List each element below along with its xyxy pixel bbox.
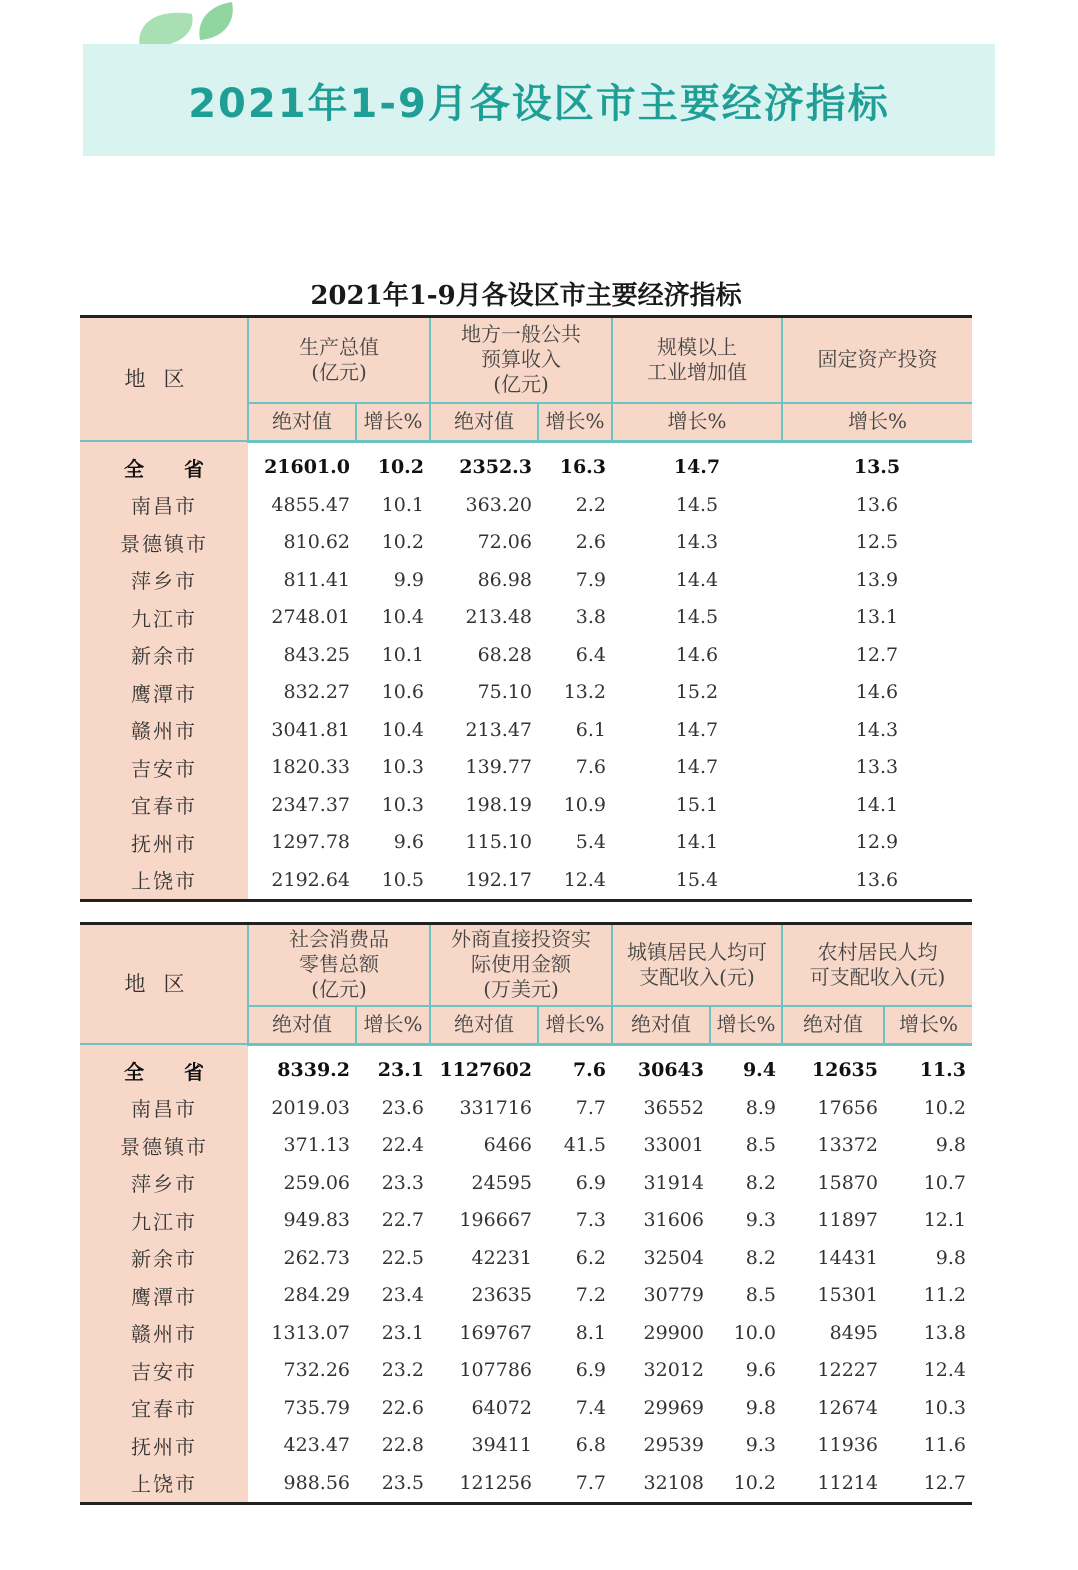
region-name: 萍乡市 (80, 561, 248, 599)
region-name: 宜春市 (80, 1389, 248, 1427)
table-cell: 10.9 (563, 793, 606, 816)
table-cell: 15870 (817, 1171, 878, 1194)
table-cell: 21601.0 (264, 456, 350, 479)
table-cell: 11936 (817, 1434, 878, 1457)
table-row (80, 1352, 972, 1390)
subheader: 绝对值 (430, 1006, 538, 1045)
table-row (80, 1202, 972, 1240)
table-cell: 8.2 (745, 1246, 776, 1269)
group-header-text: 规模以上 工业增加值 (647, 334, 747, 384)
table-cell: 8.1 (575, 1321, 606, 1344)
table-row (80, 749, 972, 787)
table-cell: 23.4 (381, 1284, 424, 1307)
table-cell: 5.4 (575, 831, 606, 854)
region-header: 地区 (80, 317, 248, 442)
table-cell: 13.5 (853, 456, 901, 479)
table-cell: 363.20 (465, 493, 532, 516)
table-cell: 32012 (643, 1359, 704, 1382)
table-cell: 10.3 (381, 793, 424, 816)
subheader: 绝对值 (248, 1006, 356, 1045)
table-cell: 36552 (643, 1096, 704, 1119)
group-header-text: 外商直接投资实 际使用金额 (万美元) (451, 927, 591, 1002)
table-cell: 9.3 (745, 1209, 776, 1232)
table-cell: 331716 (459, 1096, 532, 1119)
leaf-icon (130, 0, 240, 48)
region-name: 九江市 (80, 1202, 248, 1240)
table-cell: 7.2 (575, 1284, 606, 1307)
table-cell: 259.06 (283, 1171, 350, 1194)
table-cell: 7.6 (575, 756, 606, 779)
table-cell: 735.79 (283, 1396, 350, 1419)
table-cell: 13372 (817, 1134, 878, 1157)
table-cell: 169767 (459, 1321, 532, 1344)
group-header (430, 924, 612, 1006)
subheader: 增长% (538, 403, 612, 442)
table-cell: 13.1 (855, 606, 899, 629)
table-cell: 11.6 (923, 1434, 967, 1457)
table-cell: 2.6 (575, 531, 606, 554)
region-name: 南昌市 (80, 486, 248, 524)
table-row (80, 674, 972, 712)
table-cell: 8.2 (745, 1171, 776, 1194)
table-cell: 86.98 (477, 568, 532, 591)
table-cell: 10.3 (923, 1396, 967, 1419)
table-cell: 8.5 (745, 1134, 776, 1157)
table-cell: 12635 (811, 1059, 878, 1082)
table-cell: 371.13 (283, 1134, 350, 1157)
table-cell: 10.2 (381, 531, 424, 554)
table-cell: 10.0 (733, 1321, 776, 1344)
table-cell: 14.7 (675, 756, 719, 779)
group-header (612, 317, 782, 403)
table-cell: 14.1 (855, 793, 899, 816)
table-cell: 8.9 (745, 1096, 776, 1119)
table-cell: 7.7 (575, 1096, 606, 1119)
table-cell: 29969 (643, 1396, 704, 1419)
table-cell: 72.06 (477, 531, 532, 554)
table-cell: 68.28 (477, 643, 532, 666)
table-cell: 29900 (643, 1321, 704, 1344)
table-cell: 9.8 (935, 1134, 967, 1157)
region-header: 地区 (80, 924, 248, 1045)
table-cell: 843.25 (283, 643, 350, 666)
banner-title: 2021年1-9月各设区市主要经济指标 (188, 80, 890, 127)
table-cell: 2352.3 (459, 456, 532, 479)
table-cell: 9.4 (742, 1059, 776, 1082)
group-header (248, 317, 430, 403)
table-cell: 2192.64 (248, 861, 356, 900)
table-cell: 213.47 (465, 718, 532, 741)
table-cell: 810.62 (283, 531, 350, 554)
table-cell: 3041.81 (271, 718, 350, 741)
region-name: 全省 (80, 441, 248, 486)
region-name: 南昌市 (80, 1089, 248, 1127)
subheader: 增长% (884, 1006, 972, 1045)
table-row (80, 1314, 972, 1352)
region-name: 吉安市 (80, 749, 248, 787)
table-cell: 16.3 (559, 456, 606, 479)
table-cell: 23.1 (381, 1321, 424, 1344)
table-row (80, 486, 972, 524)
table-cell: 14.1 (675, 831, 719, 854)
table-cell: 423.47 (283, 1434, 350, 1457)
group-header-text: 农村居民人均 可支配收入(元) (809, 939, 946, 989)
table-cell: 13.2 (563, 681, 606, 704)
table-cell: 11214 (782, 1464, 884, 1503)
table-cell: 23.5 (356, 1464, 430, 1503)
table-cell: 6.9 (575, 1359, 606, 1382)
table-row (80, 561, 972, 599)
table-cell: 7.6 (572, 1059, 606, 1082)
table-row (80, 786, 972, 824)
group-header (782, 317, 972, 403)
region-name: 抚州市 (80, 824, 248, 862)
table-cell: 6.9 (575, 1171, 606, 1194)
table-cell: 10.2 (377, 456, 424, 479)
subheader: 增长% (612, 403, 782, 442)
subheader: 增长% (538, 1006, 612, 1045)
region-name: 九江市 (80, 599, 248, 637)
subheader: 增长% (710, 1006, 782, 1045)
table-cell: 15301 (817, 1284, 878, 1307)
table-cell: 39411 (471, 1434, 532, 1457)
table-cell: 13.6 (782, 861, 972, 900)
subheader: 增长% (782, 403, 972, 442)
table-cell: 64072 (471, 1396, 532, 1419)
table-cell: 192.17 (430, 861, 538, 900)
group-header-text: 城镇居民人均可 支配收入(元) (627, 939, 767, 989)
region-name: 景德镇市 (80, 1127, 248, 1165)
table-cell: 9.3 (745, 1434, 776, 1457)
table-cell: 139.77 (465, 756, 532, 779)
table-body (80, 1044, 972, 1503)
table-cell: 6.4 (575, 643, 606, 666)
table-row (80, 524, 972, 562)
table-cell: 22.8 (381, 1434, 424, 1457)
table-cell: 7.4 (575, 1396, 606, 1419)
table-cell: 13.8 (923, 1321, 967, 1344)
table-cell: 115.10 (465, 831, 532, 854)
table-cell: 12227 (817, 1359, 878, 1382)
table-cell: 14.3 (675, 531, 719, 554)
table-cell: 10.5 (356, 861, 430, 900)
region-name: 上饶市 (80, 861, 248, 900)
subheader: 增长% (356, 403, 430, 442)
table-cell: 14.6 (675, 643, 719, 666)
table-title: 2021年1-9月各设区市主要经济指标 (310, 281, 742, 311)
region-name: 新余市 (80, 1239, 248, 1277)
table-cell: 32504 (643, 1246, 704, 1269)
table-cell: 22.6 (381, 1396, 424, 1419)
table-cell: 41.5 (563, 1134, 606, 1157)
group-header (430, 317, 612, 403)
table-cell: 10.2 (710, 1464, 782, 1503)
region-name: 鹰潭市 (80, 674, 248, 712)
table-cell: 13.6 (855, 493, 899, 516)
table-row (80, 1389, 972, 1427)
table-cell: 9.9 (393, 568, 424, 591)
subheader: 绝对值 (782, 1006, 884, 1045)
table-cell: 15.1 (675, 793, 719, 816)
group-header-text: 生产总值 (亿元) (299, 334, 379, 384)
table-row (80, 824, 972, 862)
table-cell: 832.27 (283, 681, 350, 704)
table-cell: 9.8 (935, 1246, 967, 1269)
table-cell: 7.3 (575, 1209, 606, 1232)
table-cell: 23.1 (377, 1059, 424, 1082)
table-cell: 17656 (817, 1096, 878, 1119)
table-cell: 2748.01 (271, 606, 350, 629)
table-cell: 15.4 (612, 861, 782, 900)
title-banner (83, 44, 995, 156)
table-cell: 2.2 (575, 493, 606, 516)
table-body (80, 441, 972, 900)
table-cell: 22.4 (381, 1134, 424, 1157)
table-cell: 11.2 (923, 1284, 967, 1307)
table-cell: 988.56 (248, 1464, 356, 1503)
table-row (80, 861, 972, 900)
table-cell: 1297.78 (271, 831, 350, 854)
table-cell: 949.83 (283, 1209, 350, 1232)
table-cell: 284.29 (283, 1284, 350, 1307)
table-cell: 10.4 (381, 606, 424, 629)
table-cell: 6466 (483, 1134, 532, 1157)
table-cell: 13.9 (855, 568, 899, 591)
table-cell: 22.5 (381, 1246, 424, 1269)
subheader: 增长% (356, 1006, 430, 1045)
table-cell: 1127602 (439, 1059, 532, 1082)
table-cell: 107786 (459, 1359, 532, 1382)
table-cell: 13.3 (855, 756, 899, 779)
table-cell: 12.7 (855, 643, 899, 666)
table-row (80, 1239, 972, 1277)
table-row (80, 711, 972, 749)
table-row (80, 1044, 972, 1089)
table-cell: 6.2 (575, 1246, 606, 1269)
group-header-text: 固定资产投资 (817, 347, 938, 372)
table-cell: 10.6 (381, 681, 424, 704)
region-name: 景德镇市 (80, 524, 248, 562)
table-cell: 10.7 (923, 1171, 967, 1194)
table-row (80, 599, 972, 637)
table-row (80, 441, 972, 486)
table-cell: 14.4 (675, 568, 719, 591)
table-cell: 4855.47 (271, 493, 350, 516)
table-cell: 12.4 (923, 1359, 967, 1382)
table-cell: 15.2 (675, 681, 719, 704)
table-cell: 1820.33 (271, 756, 350, 779)
group-header (248, 924, 430, 1006)
table-row (80, 1464, 972, 1503)
table-cell: 10.3 (381, 756, 424, 779)
table-cell: 42231 (471, 1246, 532, 1269)
table-cell: 75.10 (477, 681, 532, 704)
table-cell: 7.7 (538, 1464, 612, 1503)
group-header (612, 924, 782, 1006)
table-cell: 732.26 (283, 1359, 350, 1382)
region-name: 全省 (80, 1044, 248, 1089)
table-cell: 12.9 (855, 831, 899, 854)
table-cell: 12.1 (923, 1209, 967, 1232)
table-cell: 8495 (829, 1321, 878, 1344)
table-cell: 6.1 (575, 718, 606, 741)
table-cell: 12.7 (884, 1464, 972, 1503)
table-cell: 31606 (643, 1209, 704, 1232)
table-cell: 3.8 (575, 606, 606, 629)
table-cell: 14.5 (675, 493, 719, 516)
table-cell: 29539 (643, 1434, 704, 1457)
table-cell: 9.6 (393, 831, 424, 854)
region-name: 吉安市 (80, 1352, 248, 1390)
table-cell: 121256 (430, 1464, 538, 1503)
subheader: 绝对值 (430, 403, 538, 442)
table-cell: 198.19 (465, 793, 532, 816)
table-cell: 213.48 (465, 606, 532, 629)
table-cell: 24595 (471, 1171, 532, 1194)
table-cell: 10.1 (381, 643, 424, 666)
table-cell: 2347.37 (271, 793, 350, 816)
table-cell: 262.73 (283, 1246, 350, 1269)
region-name: 新余市 (80, 636, 248, 674)
table-row (80, 1277, 972, 1315)
region-name: 赣州市 (80, 1314, 248, 1352)
table-cell: 14.7 (675, 718, 719, 741)
table-cell: 23.3 (381, 1171, 424, 1194)
table-row (80, 1164, 972, 1202)
table-row (80, 1427, 972, 1465)
table-cell: 23635 (471, 1284, 532, 1307)
table-cell: 6.8 (575, 1434, 606, 1457)
table-cell: 10.4 (381, 718, 424, 741)
table-cell: 1313.07 (271, 1321, 350, 1344)
table-cell: 8339.2 (277, 1059, 350, 1082)
table-row (80, 636, 972, 674)
table-cell: 14.5 (675, 606, 719, 629)
table-cell: 30779 (643, 1284, 704, 1307)
table-cell: 22.7 (381, 1209, 424, 1232)
table-cell: 14.7 (673, 456, 721, 479)
group-header (782, 924, 972, 1006)
table-cell: 11.3 (919, 1059, 967, 1082)
region-name: 上饶市 (80, 1464, 248, 1503)
subheader: 绝对值 (612, 1006, 710, 1045)
table-cell: 196667 (459, 1209, 532, 1232)
table-cell: 32108 (612, 1464, 710, 1503)
table-cell: 33001 (643, 1134, 704, 1157)
subheader: 绝对值 (248, 403, 356, 442)
table-cell: 14.3 (855, 718, 899, 741)
table-cell: 12.4 (538, 861, 612, 900)
table-cell: 31914 (643, 1171, 704, 1194)
table-cell: 8.5 (745, 1284, 776, 1307)
table-cell: 2019.03 (271, 1096, 350, 1119)
table-cell: 7.9 (575, 568, 606, 591)
table-cell: 14431 (817, 1246, 878, 1269)
table-cell: 23.6 (381, 1096, 424, 1119)
region-name: 萍乡市 (80, 1164, 248, 1202)
indicators-table-2 (80, 922, 972, 1505)
table-cell: 10.2 (923, 1096, 967, 1119)
table-cell: 10.1 (381, 493, 424, 516)
region-name: 鹰潭市 (80, 1277, 248, 1315)
region-name: 抚州市 (80, 1427, 248, 1465)
table-cell: 12.5 (855, 531, 899, 554)
table-cell: 811.41 (283, 568, 350, 591)
table-cell: 11897 (817, 1209, 878, 1232)
region-name: 宜春市 (80, 786, 248, 824)
table-cell: 30643 (637, 1059, 704, 1082)
group-header-text: 社会消费品 零售总额 (亿元) (289, 927, 389, 1002)
indicators-table-1 (80, 315, 972, 902)
table-cell: 9.8 (745, 1396, 776, 1419)
group-header-text: 地方一般公共 预算收入 (亿元) (461, 322, 581, 397)
table-cell: 23.2 (381, 1359, 424, 1382)
table-row (80, 1127, 972, 1165)
region-name: 赣州市 (80, 711, 248, 749)
table-cell: 12674 (817, 1396, 878, 1419)
table-cell: 9.6 (745, 1359, 776, 1382)
table-row (80, 1089, 972, 1127)
table-cell: 14.6 (855, 681, 899, 704)
